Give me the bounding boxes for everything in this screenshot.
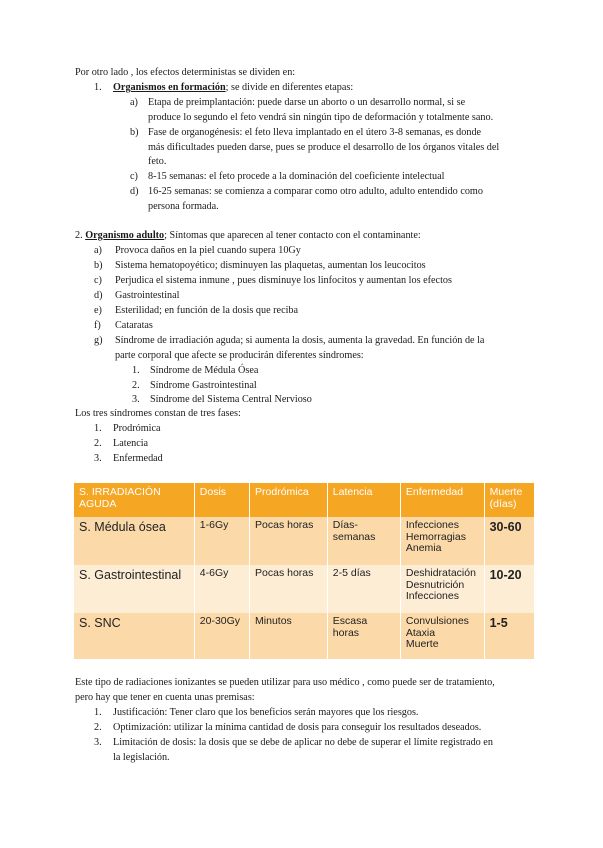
radiation-table — [74, 483, 535, 659]
premise-item: Justificación: Tener claro que los beneficios serán mayores que los riesgos. — [113, 707, 419, 718]
table-header: Muerte (días) — [484, 483, 534, 517]
list-number: 1. — [132, 365, 140, 376]
disease-line: Infecciones — [405, 590, 459, 602]
paragraph-line: Este tipo de radiaciones ionizantes se pueden utilizar para uso médico , como puede ser de tratamiento, — [75, 677, 495, 688]
list-item-text: ; se divide en diferentes etapas: — [225, 82, 354, 93]
sub-item-text: Cataratas — [115, 320, 153, 331]
sub-item-text: Provoca daños en la piel cuando supera 10Gy — [115, 245, 301, 256]
disease-cell — [400, 613, 484, 659]
table-header: Dosis — [194, 483, 249, 517]
list-item — [75, 229, 421, 242]
disease-cell — [400, 517, 484, 565]
list-number: 2. — [75, 230, 83, 241]
term-organismos-formacion: Organismos en formación — [113, 82, 226, 93]
sub-item-text: más dificultades pueden darse, pues se produce el desarrollo de los órganos vitales del — [148, 142, 500, 153]
sub-item-text: Fase de organogénesis: el feto lleva implantado en el útero 3-8 semanas, es donde — [148, 127, 482, 138]
table-header: S. IRRADIACIÓN AGUDA — [74, 483, 194, 517]
syndrome-name: S. Gastrointestinal — [74, 565, 194, 613]
phase-item: Enfermedad — [113, 453, 163, 464]
disease-line: Hemorragias — [405, 530, 466, 543]
sub-marker: a) — [94, 245, 102, 256]
phase-item: Prodrómica — [113, 423, 161, 434]
phase-item: Latencia — [113, 438, 149, 449]
list-number: 2. — [132, 380, 140, 391]
latency-cell: 2-5 días — [327, 565, 400, 613]
latency-cell: Días-semanas — [327, 517, 400, 565]
prodromal-cell: Minutos — [250, 613, 328, 659]
disease-cell — [400, 565, 484, 613]
disease-line: Deshidratación — [405, 567, 476, 579]
death-cell: 10-20 — [484, 565, 534, 613]
dose-cell: 20-30Gy — [194, 613, 249, 659]
table-header: Latencia — [327, 483, 400, 517]
sub-item-text: parte corporal que afecte se producirán diferentes síndromes: — [115, 350, 364, 361]
sub-item-text: 16-25 semanas: se comienza a comparar como otro adulto, adulto entendido como — [148, 186, 483, 197]
sub-marker: e) — [94, 305, 102, 316]
disease-line: Muerte — [405, 638, 439, 650]
table-row — [74, 517, 535, 565]
intro-line: Por otro lado , los efectos deterministas se dividen en: — [75, 67, 296, 78]
sub-marker: c) — [130, 171, 138, 182]
sub-item-text: Perjudica el sistema inmune , pues disminuye los linfocitos y aumentan los efectos — [115, 275, 452, 286]
sub-marker: f) — [94, 320, 101, 331]
sub-marker: b) — [130, 127, 139, 138]
disease-line: Desnutrición — [405, 578, 465, 591]
term-organismo-adulto: Organismo adulto — [85, 230, 165, 241]
table-header: Prodrómica — [250, 483, 328, 517]
syndrome-name: S. SNC — [74, 613, 194, 659]
disease-line: Infecciones — [405, 519, 459, 531]
dose-cell: 4-6Gy — [194, 565, 249, 613]
disease-line: Anemia — [405, 542, 442, 554]
premise-item: la legislación. — [113, 752, 170, 763]
table-row — [74, 565, 535, 613]
death-cell: 30-60 — [484, 517, 534, 565]
sub-item-text: feto. — [148, 156, 167, 167]
table-header-row — [74, 483, 535, 517]
sub-marker: a) — [130, 97, 138, 108]
death-cell: 1-5 — [484, 613, 534, 659]
sub-marker: d) — [94, 290, 103, 301]
syndrome-item: Síndrome de Médula Ósea — [150, 365, 259, 376]
sub-item-text: Síndrome de irradiación aguda; si aumenta la dosis, aumenta la gravedad. En función de la — [115, 335, 485, 346]
sub-item-text: 8-15 semanas: el feto procede a la dominación del coeficiente intelectual — [148, 171, 445, 182]
sub-item-text: persona formada. — [148, 201, 219, 212]
sub-marker: d) — [130, 186, 139, 197]
table-header: Enfermedad — [400, 483, 484, 517]
dose-cell: 1-6Gy — [194, 517, 249, 565]
syndrome-name: S. Médula ósea — [74, 517, 194, 565]
table-row — [74, 613, 535, 659]
sub-item-text: Sistema hematopoyético; disminuyen las plaquetas, aumentan los leucocitos — [115, 260, 426, 271]
list-item-text: ; Síntomas que aparecen al tener contacto con el contaminante: — [164, 230, 421, 241]
list-number: 1. — [94, 423, 102, 434]
syndrome-item: Síndrome Gastrointestinal — [150, 380, 257, 391]
sub-item-text: Esterilidad; en función de la dosis que reciba — [115, 305, 299, 316]
list-item — [113, 81, 353, 94]
premise-item: Limitación de dosis: la dosis que se debe de aplicar no debe de superar el límite registrado en — [113, 737, 493, 748]
list-number: 3. — [132, 394, 140, 405]
latency-cell: Escasa horas — [327, 613, 400, 659]
phases-intro: Los tres síndromes constan de tres fases: — [75, 408, 241, 419]
syndrome-item: Síndrome del Sistema Central Nervioso — [150, 394, 312, 405]
paragraph-line: pero hay que tener en cuenta unas premisas: — [75, 692, 255, 703]
list-number: 1. — [94, 707, 102, 718]
sub-marker: c) — [94, 275, 102, 286]
list-number: 2. — [94, 722, 102, 733]
list-number: 1. — [94, 82, 102, 93]
prodromal-cell: Pocas horas — [250, 517, 328, 565]
disease-line: Ataxia — [405, 626, 436, 639]
list-number: 2. — [94, 438, 102, 449]
sub-item-text: Gastrointestinal — [115, 290, 180, 301]
list-number: 3. — [94, 453, 102, 464]
list-number: 3. — [94, 737, 102, 748]
sub-marker: b) — [94, 260, 103, 271]
premise-item: Optimización: utilizar la mínima cantidad de dosis para conseguir los resultados deseados. — [113, 722, 482, 733]
sub-item-text: produce lo segundo el feto vendrá sin ningún tipo de deformación y totalmente sano. — [148, 112, 494, 123]
prodromal-cell: Pocas horas — [250, 565, 328, 613]
sub-marker: g) — [94, 335, 103, 346]
sub-item-text: Etapa de preimplantación: puede darse un aborto o un desarrollo normal, si se — [148, 97, 466, 108]
disease-line: Convulsiones — [405, 615, 469, 627]
